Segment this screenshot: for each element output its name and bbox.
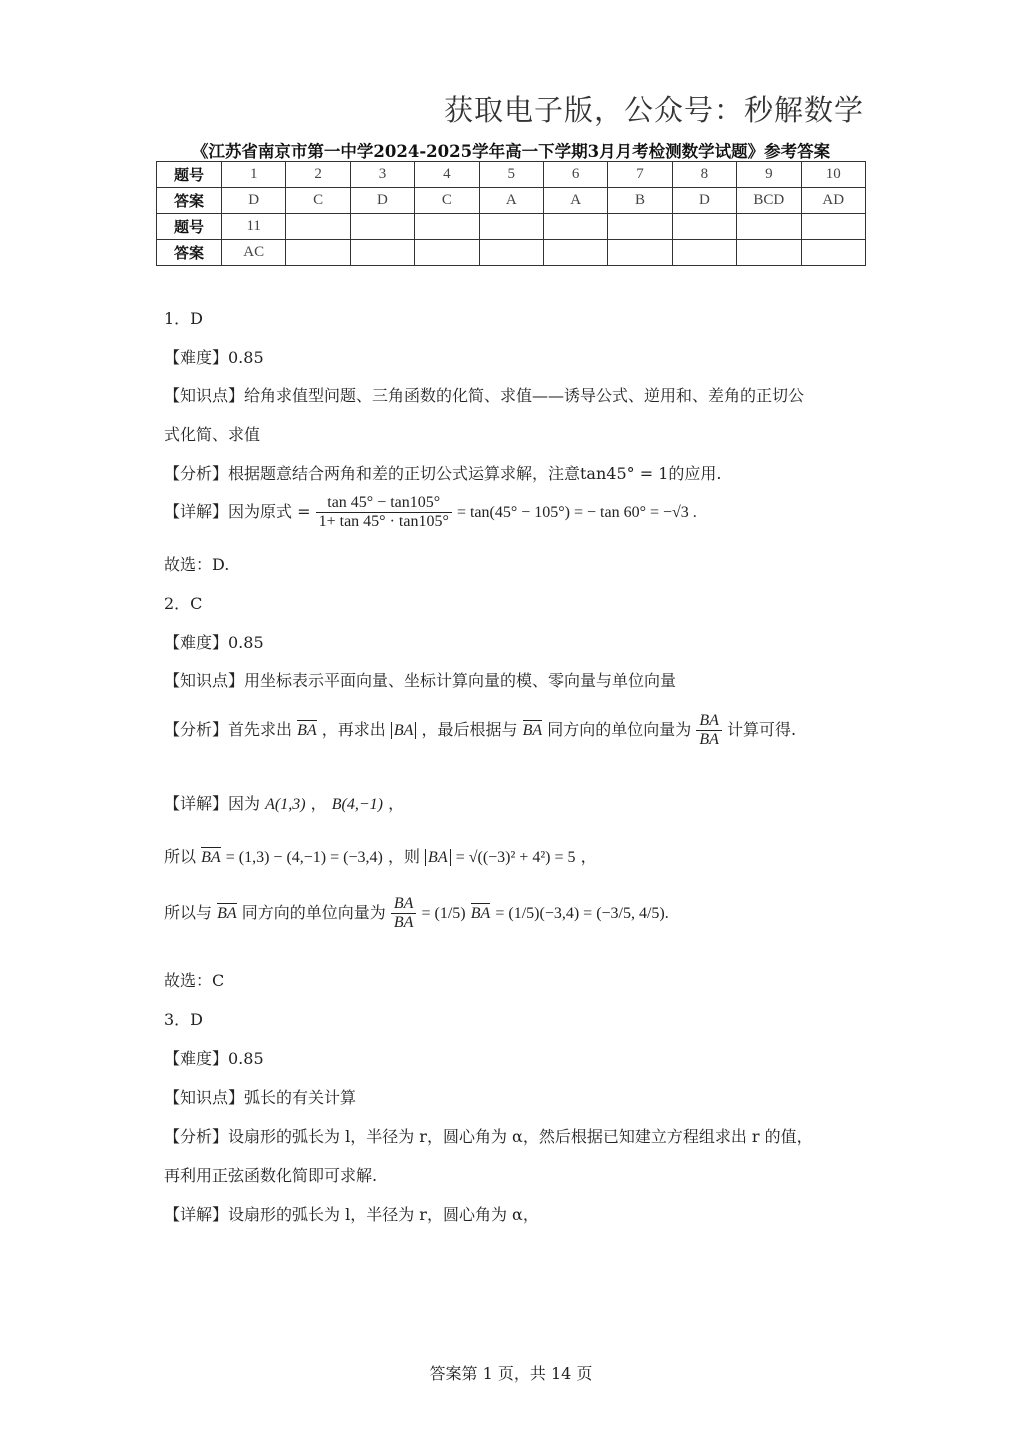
vector-ba: BA [522,722,543,739]
q1-conclusion: 故选：D. [164,555,230,574]
table-cell [350,240,414,266]
q2-detail [164,791,404,814]
table-row [157,240,866,266]
vector-ba: BA [470,905,491,922]
table-cell: C [286,188,350,214]
detail-tag: 【详解】因为原式 = [164,502,311,521]
fraction-denominator: 1+ tan 45° · tan105° [318,513,449,530]
table-cell [543,214,607,240]
page-footer: 答案第 1 页，共 14 页 [429,1364,593,1383]
text-segment: ， [580,847,597,866]
point-b: B(4,−1) [331,796,383,813]
q3-analysis-line2: 再利用正弦函数化简即可求解. [164,1166,378,1185]
q3-analysis-line1: 【分析】设扇形的弧长为 l，半径为 r，圆心角为 α，然后根据已知建立方程组求出 r 的值， [164,1127,813,1146]
q1-difficulty: 【难度】0.85 [164,348,264,367]
text-segment: ，最后根据与 [421,720,518,739]
text-segment: ，则 [387,847,420,866]
unit-vector-fraction [391,895,417,932]
table-cell: D [222,188,286,214]
q1-knowledge-line1: 【知识点】给角求值型问题、三角函数的化简、求值——诱导公式、逆用和、差角的正切公 [164,386,805,405]
q3-heading: 3．D [164,1010,204,1029]
vector-ba: BA [217,905,237,922]
table-cell: 8 [672,162,736,188]
text-segment: ，再求出 [321,720,386,739]
table-cell [672,240,736,266]
table-cell: A [479,188,543,214]
row-label: 答案 [157,240,222,266]
row-label: 题号 [157,214,222,240]
point-a: A(1,3) [265,796,306,813]
table-cell [286,214,350,240]
q2-knowledge: 【知识点】用坐标表示平面向量、坐标计算向量的模、零向量与单位向量 [164,671,677,690]
table-cell [608,240,672,266]
watermark-text: 获取电子版，公众号：秒解数学 [443,93,864,127]
table-cell: B [608,188,672,214]
q1-analysis: 【分析】根据题意结合两角和差的正切公式运算求解，注意tan45° = 1的应用. [164,464,722,483]
table-cell: 1 [222,162,286,188]
q2-conclusion: 故选：C [164,971,225,990]
fraction-numerator: tan 45° − tan105° [316,494,452,513]
q2-analysis [164,712,796,749]
table-cell [543,240,607,266]
table-cell [479,214,543,240]
fraction-denominator: BA [699,731,719,748]
detail-result: = tan(45° − 105°) = − tan 60° = −√3 . [456,504,697,521]
table-cell: 11 [222,214,286,240]
q2-line2 [164,844,597,867]
q1-knowledge-line2: 式化简、求值 [164,425,261,444]
math-expression: = (1/5)(−3,4) = (−3/5, 4/5). [495,905,669,922]
fraction-numerator: BA [696,712,722,731]
document-title: 《江苏省南京市第一中学2024-2025学年高一下学期3月月考检测数学试题》参考答案 [191,142,831,161]
q2-difficulty: 【难度】0.85 [164,633,264,652]
text-segment: ， [388,794,405,813]
table-cell: BCD [737,188,801,214]
table-cell: 10 [801,162,865,188]
table-cell: 9 [737,162,801,188]
vector-ba-norm: BA [425,849,451,866]
q3-difficulty: 【难度】0.85 [164,1049,264,1068]
table-cell [415,214,479,240]
text-segment: 同方向的单位向量为 [241,903,386,922]
table-cell [350,214,414,240]
table-cell: A [543,188,607,214]
q1-heading: 1．D [164,309,204,328]
unit-vector-fraction [696,712,722,749]
answer-table [156,161,866,266]
table-cell: 7 [608,162,672,188]
table-cell: 4 [415,162,479,188]
text-segment: 【分析】首先求出 [164,720,293,739]
table-cell [737,214,801,240]
q2-heading: 2．C [164,594,203,613]
table-row [157,214,866,240]
math-expression: = (1/5) [421,905,466,922]
math-expression: = √((−3)² + 4²) = 5 [455,849,576,866]
fraction [316,494,452,531]
table-cell [801,240,865,266]
text-segment: ， [310,794,327,813]
table-cell: 3 [350,162,414,188]
table-cell: AC [222,240,286,266]
vector-ba: BA [201,849,221,866]
q2-line3 [164,895,669,932]
q3-knowledge: 【知识点】弧长的有关计算 [164,1088,357,1107]
fraction-numerator: BA [391,895,417,914]
table-cell: D [350,188,414,214]
vector-ba: BA [297,722,317,739]
detail-tag: 【详解】因为 [164,794,261,813]
table-cell [608,214,672,240]
table-cell [286,240,350,266]
table-row [157,188,866,214]
table-cell: D [672,188,736,214]
text-segment: 计算可得. [727,720,797,739]
table-cell [479,240,543,266]
q1-detail [164,494,697,531]
table-cell: 5 [479,162,543,188]
vector-ba-norm: BA [391,722,417,739]
table-cell [415,240,479,266]
row-label: 题号 [157,162,222,188]
text-segment: 所以与 [164,903,213,922]
table-cell: C [415,188,479,214]
table-cell [672,214,736,240]
row-label: 答案 [157,188,222,214]
table-cell [801,214,865,240]
text-segment: 所以 [164,847,197,866]
table-cell: 6 [543,162,607,188]
table-cell: AD [801,188,865,214]
math-expression: = (1,3) − (4,−1) = (−3,4) [225,849,383,866]
table-cell: 2 [286,162,350,188]
fraction-denominator: BA [393,914,414,931]
text-segment: 同方向的单位向量为 [547,720,692,739]
table-row [157,162,866,188]
q3-detail: 【详解】设扇形的弧长为 l，半径为 r，圆心角为 α， [164,1205,539,1224]
table-cell [737,240,801,266]
